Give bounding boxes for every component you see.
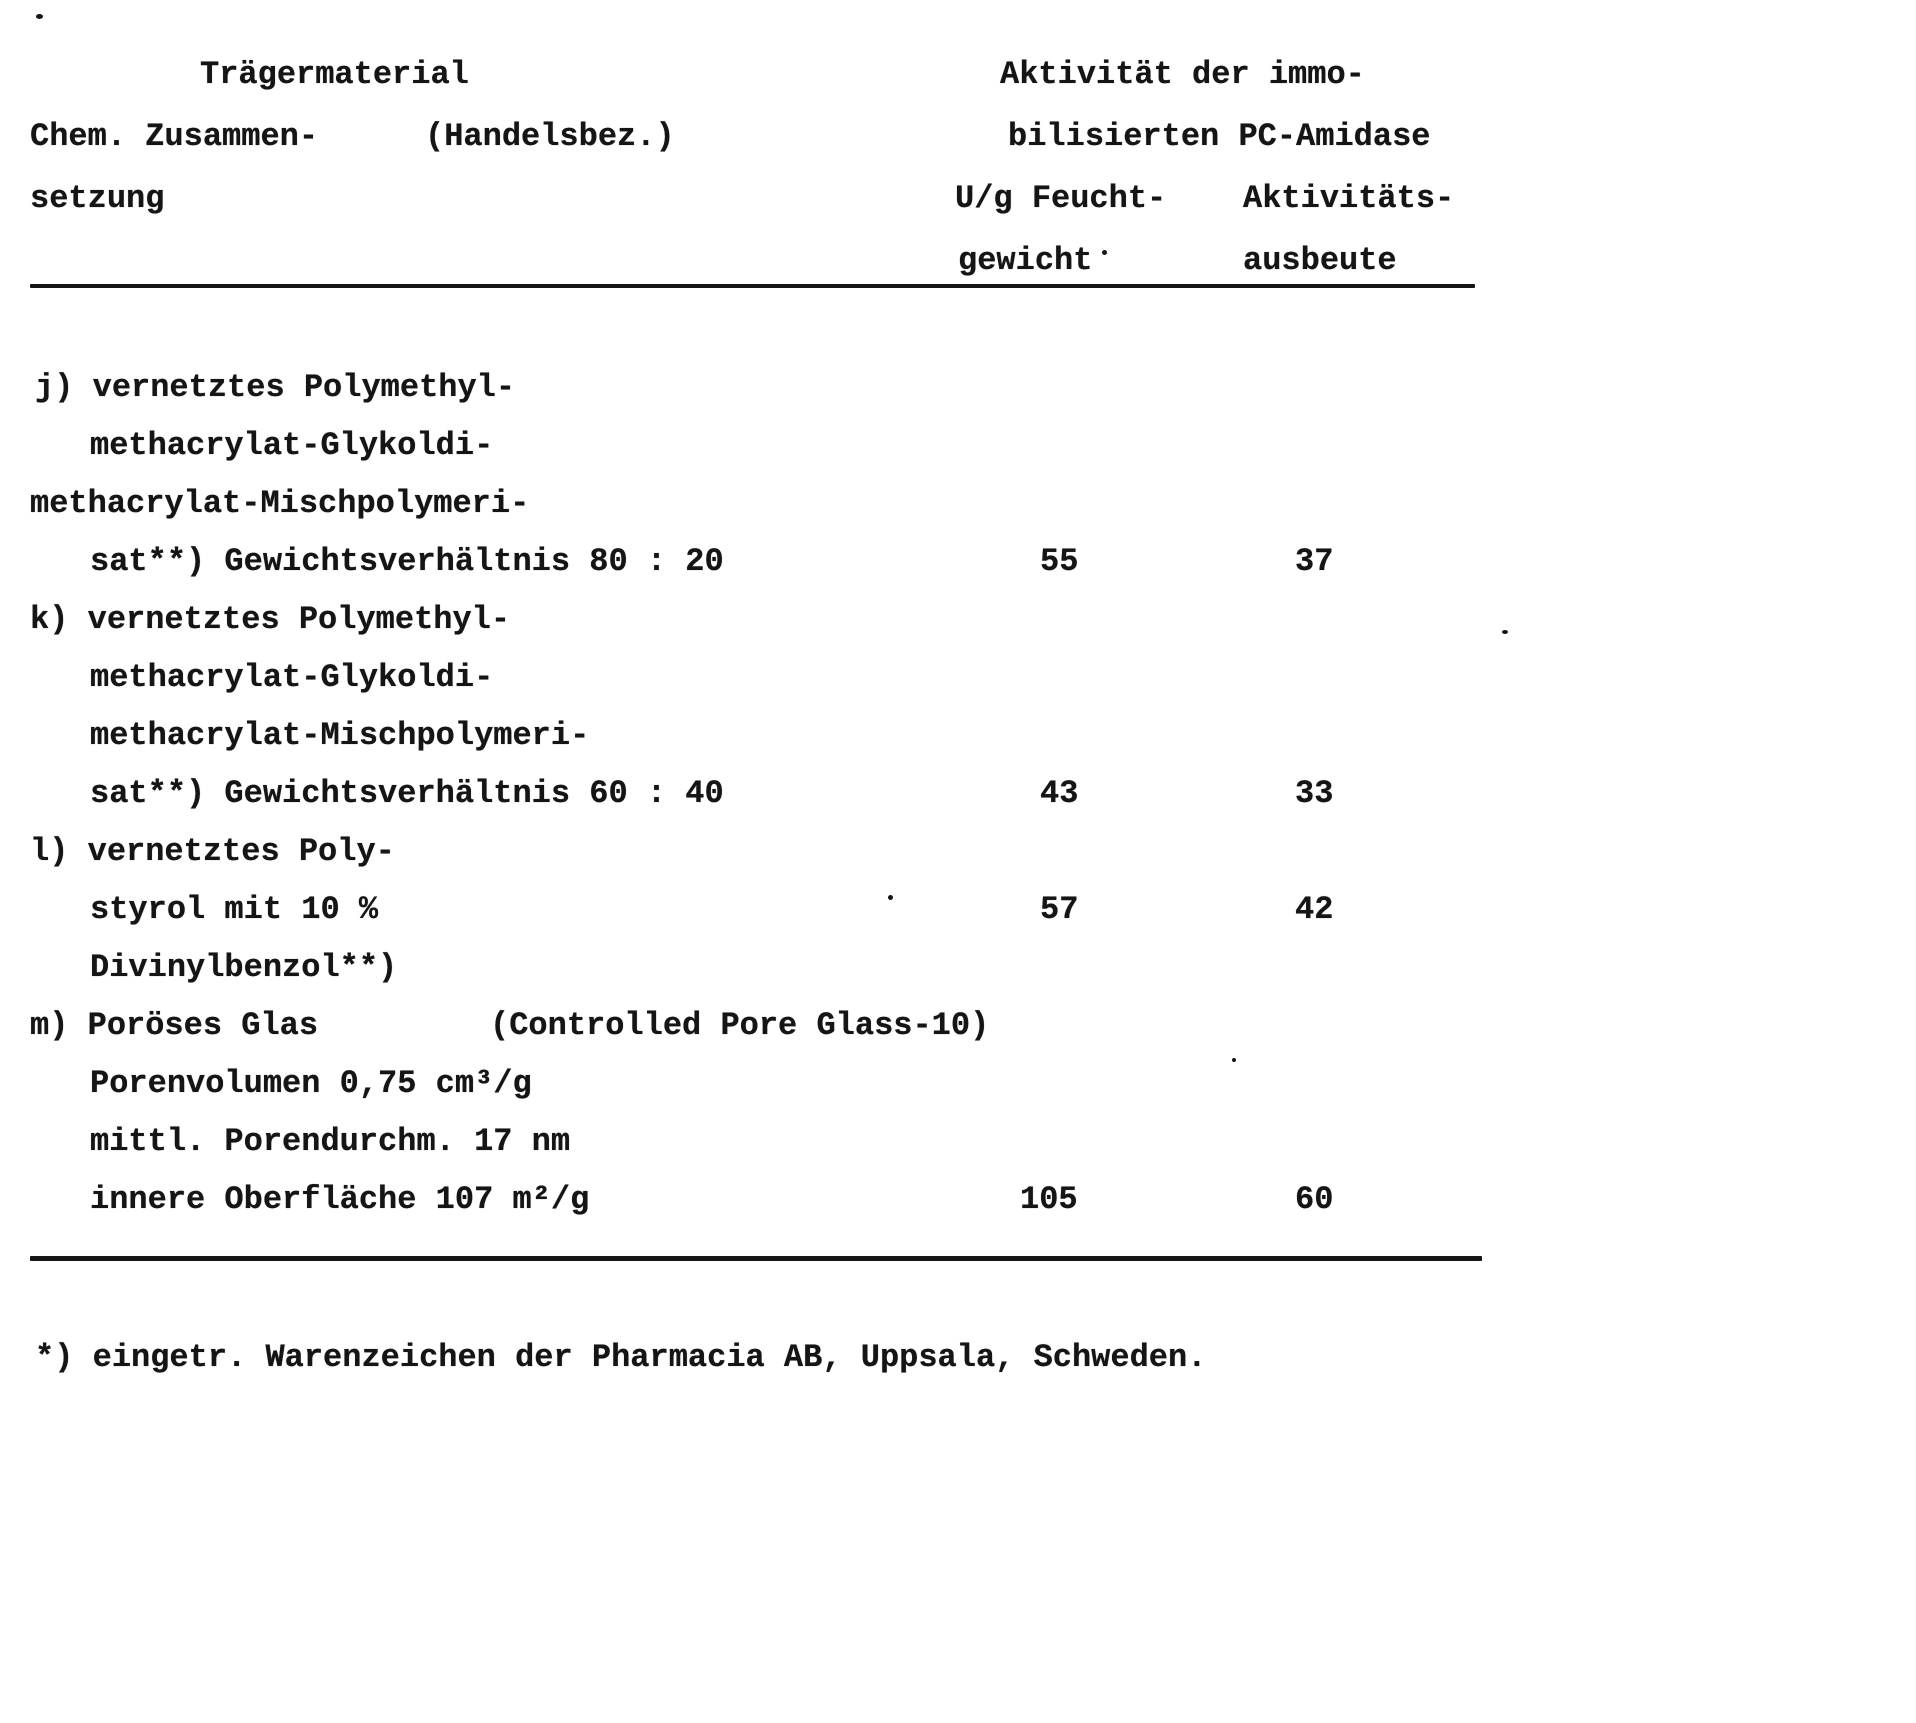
scan-artifact-dot <box>888 895 893 900</box>
row-k-line-3: methacrylat-Mischpolymeri- <box>90 717 590 754</box>
scan-artifact-dot <box>36 14 43 19</box>
row-k-line-2: methacrylat-Glykoldi- <box>90 659 494 696</box>
header-chem-zusammen-line2: setzung <box>30 180 165 217</box>
header-chem-zusammen-line1: Chem. Zusammen- <box>30 118 319 155</box>
scan-artifact-dot <box>1102 250 1107 255</box>
header-handelsbez: (Handelsbez.) <box>425 118 675 155</box>
row-l-line-2: styrol mit 10 % <box>90 891 379 928</box>
footnote-trademark: *) eingetr. Warenzeichen der Pharmacia AB, Uppsala, Schweden. <box>35 1339 1207 1376</box>
row-l-value-feuchtgewicht: 57 <box>1040 891 1079 928</box>
table-header-rule <box>30 284 1475 288</box>
header-col-ausbeute-line1: Aktivitäts- <box>1243 180 1455 217</box>
row-m-value-ausbeute: 60 <box>1295 1181 1334 1218</box>
row-l-line-1: l) vernetztes Poly- <box>30 833 395 870</box>
row-l-value-ausbeute: 42 <box>1295 891 1334 928</box>
row-j-value-ausbeute: 37 <box>1295 543 1334 580</box>
row-j-line-4: sat**) Gewichtsverhältnis 80 : 20 <box>90 543 724 580</box>
row-m-handelsbez: (Controlled Pore Glass-10) <box>490 1007 990 1044</box>
header-col-feuchtgewicht-line1: U/g Feucht- <box>955 180 1167 217</box>
row-j-value-feuchtgewicht: 55 <box>1040 543 1079 580</box>
scan-artifact-dot <box>1232 1058 1236 1062</box>
row-m-line-2: Porenvolumen 0,75 cm³/g <box>90 1065 532 1102</box>
row-k-line-4: sat**) Gewichtsverhältnis 60 : 40 <box>90 775 724 812</box>
header-aktivitaet-line1: Aktivität der immo- <box>1000 56 1365 93</box>
row-m-line-4: innere Oberfläche 107 m²/g <box>90 1181 590 1218</box>
row-m-line-1: m) Poröses Glas <box>30 1007 319 1044</box>
row-k-line-1: k) vernetztes Polymethyl- <box>30 601 511 638</box>
row-k-value-ausbeute: 33 <box>1295 775 1334 812</box>
row-j-line-2: methacrylat-Glykoldi- <box>90 427 494 464</box>
row-k-value-feuchtgewicht: 43 <box>1040 775 1079 812</box>
row-j-line-1: j) vernetztes Polymethyl- <box>35 369 516 406</box>
row-m-line-3: mittl. Porendurchm. 17 nm <box>90 1123 571 1160</box>
table-bottom-rule <box>30 1256 1482 1261</box>
row-j-line-3: methacrylat-Mischpolymeri- <box>30 485 530 522</box>
header-col-ausbeute-line2: ausbeute <box>1243 242 1397 279</box>
row-m-value-feuchtgewicht: 105 <box>1020 1181 1078 1218</box>
header-aktivitaet-line2: bilisierten PC-Amidase <box>1008 118 1431 155</box>
header-traegermaterial: Trägermaterial <box>200 56 469 93</box>
row-l-line-3: Divinylbenzol**) <box>90 949 398 986</box>
scan-artifact-dot <box>1502 630 1508 634</box>
header-col-feuchtgewicht-line2: gewicht <box>958 242 1093 279</box>
